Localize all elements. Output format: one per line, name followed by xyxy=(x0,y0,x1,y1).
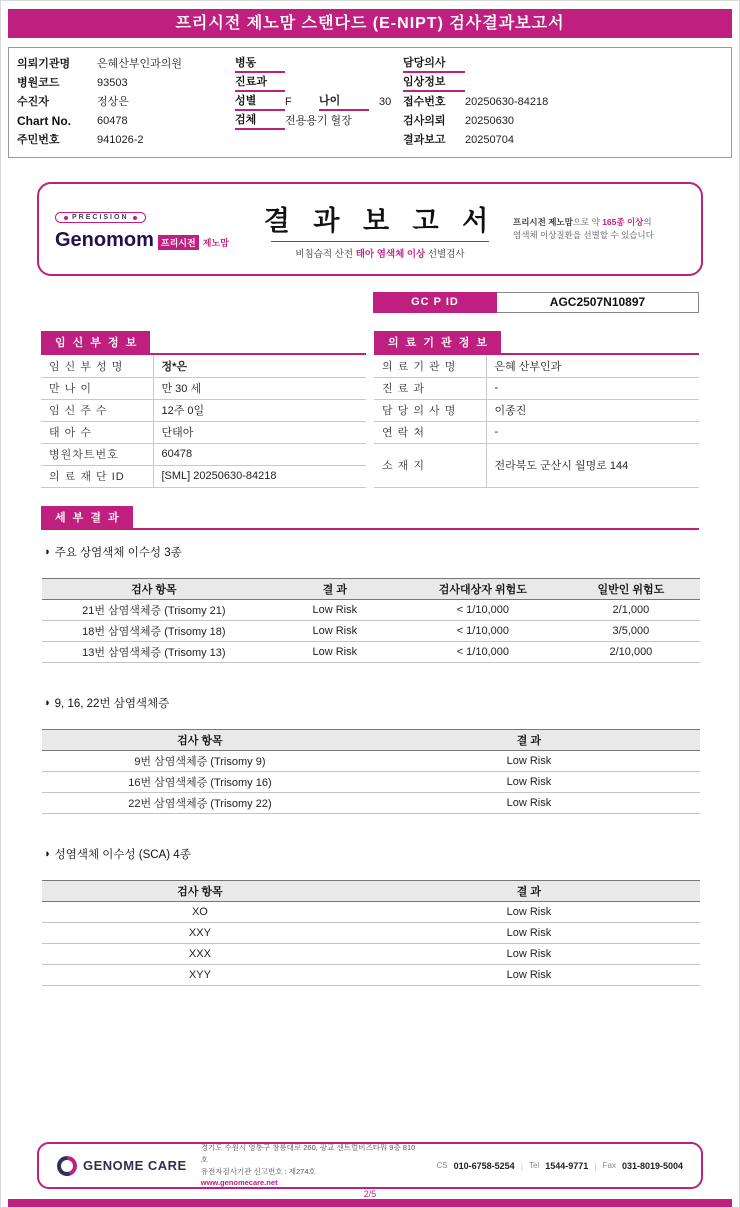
table-header-row xyxy=(42,880,700,901)
genome-care-name: GENOME CARE xyxy=(83,1158,187,1173)
test-item: 13번 삼염색체증 (Trisomy 13) xyxy=(42,641,266,662)
col-header: 검사 항목 xyxy=(42,729,358,750)
row-label: 진 료 과 xyxy=(374,377,486,399)
table-row xyxy=(42,641,700,662)
field-value: 정상은 xyxy=(97,96,129,108)
patient-info-right xyxy=(403,55,725,150)
page-number: 2/5 xyxy=(363,1189,377,1199)
gc-p-id xyxy=(373,292,699,313)
patient-info-middle xyxy=(235,55,403,150)
section-title-sca xyxy=(43,846,697,862)
test-item: 18번 삼염색체증 (Trisomy 18) xyxy=(42,620,266,641)
maternal-info-section xyxy=(41,331,366,488)
test-result: Low Risk xyxy=(358,964,700,985)
table-row xyxy=(42,771,700,792)
bottom-accent-bar xyxy=(8,1199,732,1207)
subject-risk: < 1/10,000 xyxy=(404,599,562,620)
field-row xyxy=(17,131,235,150)
logo-main-text: Genomom xyxy=(55,228,154,251)
field-row xyxy=(235,112,403,131)
field-value: 941026-2 xyxy=(97,134,144,146)
banner-note-line1 xyxy=(513,216,685,229)
test-item: XXX xyxy=(42,943,358,964)
field-value: 30 xyxy=(379,96,392,108)
section-title-text: 성염색체 이수성 (SCA) 4종 xyxy=(54,848,191,861)
field-row xyxy=(403,93,725,112)
population-risk: 2/1,000 xyxy=(562,599,700,620)
row-value: [SML] 20250630-84218 xyxy=(153,465,366,487)
table-row xyxy=(41,399,366,421)
maternal-info-table xyxy=(41,355,366,488)
subtitle-pre: 비침습적 산전 xyxy=(295,248,356,260)
table-row xyxy=(41,421,366,443)
test-item: 22번 삼염색체증 (Trisomy 22) xyxy=(42,792,358,813)
row-value: 만 30 세 xyxy=(153,377,366,399)
report-title-bar xyxy=(8,9,732,38)
tel-label: Tel xyxy=(528,1161,540,1170)
field-label: 주민번호 xyxy=(17,134,60,146)
cs-label: CS xyxy=(436,1161,448,1170)
row-label: 병원차트번호 xyxy=(41,443,153,465)
divider: | xyxy=(594,1160,597,1171)
field-value: 20250630-84218 xyxy=(465,96,549,108)
table-header-row xyxy=(42,729,700,750)
section-badge: 임 신 부 정 보 xyxy=(41,331,150,353)
field-row xyxy=(235,55,403,74)
tel-number: 1544-9771 xyxy=(545,1160,589,1171)
banner-note-line2: 염색체 이상질환을 선별할 수 있습니다 xyxy=(513,230,654,240)
table-row xyxy=(42,964,700,985)
row-label: 의 료 재 단 ID xyxy=(41,465,153,487)
test-result: Low Risk xyxy=(266,599,404,620)
table-row xyxy=(374,399,699,421)
row-value: - xyxy=(486,421,699,443)
table-row xyxy=(42,620,700,641)
field-label: 검체 xyxy=(235,113,285,130)
row-label: 임 신 부 성 명 xyxy=(41,355,153,377)
row-label: 연 락 처 xyxy=(374,421,486,443)
precision-badge xyxy=(55,212,146,223)
field-label: 담당의사 xyxy=(403,56,465,73)
field-label: 진료과 xyxy=(235,75,285,92)
col-header: 검사 항목 xyxy=(42,578,266,599)
subtitle-highlight: 태아 염색체 이상 xyxy=(355,248,426,260)
row-value: 60478 xyxy=(153,443,366,465)
field-label: 결과보고 xyxy=(403,134,446,146)
row-label: 만 나 이 xyxy=(41,377,153,399)
section-badge: 의 료 기 관 정 보 xyxy=(374,331,501,353)
field-row xyxy=(17,74,235,93)
row-label: 의 료 기 관 명 xyxy=(374,355,486,377)
row-value: 12주 0일 xyxy=(153,399,366,421)
half-circle-icon: ◑ xyxy=(43,696,50,709)
banner-center xyxy=(247,199,513,260)
footer xyxy=(37,1142,703,1189)
field-label: 의뢰기관명 xyxy=(17,58,71,70)
test-item: XO xyxy=(42,901,358,922)
field-row xyxy=(235,74,403,93)
row-value: 정*은 xyxy=(153,355,366,377)
field-label: 병원코드 xyxy=(17,77,60,89)
test-item: 9번 삼염색체증 (Trisomy 9) xyxy=(42,750,358,771)
population-risk: 3/5,000 xyxy=(562,620,700,641)
subject-risk: < 1/10,000 xyxy=(404,641,562,662)
gc-p-id-value: AGC2507N10897 xyxy=(497,292,699,313)
section-badge: 세 부 결 과 xyxy=(41,506,133,528)
clinic-section-header xyxy=(374,331,699,355)
table-row xyxy=(42,943,700,964)
field-value: F xyxy=(285,96,292,108)
field-row xyxy=(403,55,725,74)
table-row xyxy=(41,465,366,487)
field-label: 임상정보 xyxy=(403,75,465,92)
section-title-trisomy-9-16-22 xyxy=(43,695,697,711)
test-result: Low Risk xyxy=(358,792,700,813)
genomom-wordmark xyxy=(55,229,247,252)
field-value: 60478 xyxy=(97,115,128,127)
table-row xyxy=(374,355,699,377)
genomom-logo xyxy=(55,207,247,252)
patient-info-box xyxy=(8,47,732,158)
test-result: Low Risk xyxy=(266,641,404,662)
fax-label: Fax xyxy=(602,1161,616,1170)
section-title-autosome xyxy=(43,544,697,560)
half-circle-icon: ◑ xyxy=(43,847,50,860)
banner-divider xyxy=(271,241,489,242)
field-row xyxy=(403,131,725,150)
dot-icon xyxy=(133,216,137,220)
half-circle-icon: ◑ xyxy=(43,545,50,558)
field-value: 20250704 xyxy=(465,134,514,146)
fax-number: 031-8019-5004 xyxy=(621,1160,683,1171)
field-label: 성별 xyxy=(235,94,285,111)
patient-info-left xyxy=(17,55,235,150)
table-row xyxy=(42,750,700,771)
sca-result-table xyxy=(42,880,700,986)
test-result: Low Risk xyxy=(266,620,404,641)
test-item: 16번 삼염색체증 (Trisomy 16) xyxy=(42,771,358,792)
footer-contacts xyxy=(436,1161,683,1171)
note-bold: 프리시전 제노맘 xyxy=(513,217,573,228)
test-result: Low Risk xyxy=(358,922,700,943)
table-row xyxy=(41,377,366,399)
cs-number: 010-6758-5254 xyxy=(453,1160,515,1171)
section-title-text: 주요 상염색체 이수성 3종 xyxy=(54,546,182,559)
table-row xyxy=(374,377,699,399)
test-item: XXY xyxy=(42,922,358,943)
test-item: XYY xyxy=(42,964,358,985)
table-row xyxy=(42,922,700,943)
clinic-info-section xyxy=(374,331,699,488)
test-result: Low Risk xyxy=(358,901,700,922)
field-row xyxy=(403,74,725,93)
field-value: 93503 xyxy=(97,77,128,89)
test-item: 21번 삼염색체증 (Trisomy 21) xyxy=(42,599,266,620)
col-header: 결 과 xyxy=(358,880,700,901)
trisomy-9-16-22-table xyxy=(42,729,700,814)
field-row xyxy=(235,93,403,112)
field-row xyxy=(403,112,725,131)
gc-p-id-label: GC P ID xyxy=(373,292,497,313)
test-result: Low Risk xyxy=(358,771,700,792)
col-header: 결 과 xyxy=(358,729,700,750)
clinic-info-table xyxy=(374,355,699,488)
autosome-result-table xyxy=(42,578,700,663)
field-value: 전용용기 혈장 xyxy=(285,115,352,127)
genome-care-icon xyxy=(57,1156,77,1176)
logo-sub-text: 제노맘 xyxy=(202,237,229,248)
field-label: 병동 xyxy=(235,56,285,73)
field-row xyxy=(17,93,235,112)
field-value: 20250630 xyxy=(465,115,514,127)
report-title: 프리시전 제노맘 스탠다드 (E-NIPT) 검사결과보고서 xyxy=(175,15,565,32)
subject-risk: < 1/10,000 xyxy=(404,620,562,641)
info-sections xyxy=(41,331,699,488)
row-label: 태 아 수 xyxy=(41,421,153,443)
field-label: 수진자 xyxy=(17,96,49,108)
table-row xyxy=(374,421,699,443)
row-value: 은혜 산부인과 xyxy=(486,355,699,377)
detail-section-header xyxy=(41,506,699,530)
table-row xyxy=(374,443,699,487)
table-row xyxy=(41,443,366,465)
row-label: 담 당 의 사 명 xyxy=(374,399,486,421)
col-header: 일반인 위험도 xyxy=(562,578,700,599)
dot-icon xyxy=(64,216,68,220)
field-label: 접수번호 xyxy=(403,96,446,108)
row-label: 임 신 주 수 xyxy=(41,399,153,421)
col-header: 검사대상자 위험도 xyxy=(404,578,562,599)
address-line1: 경기도 수원시 영통구 창룡대로 260, 광교 센트럴비즈타워 9층 810호 xyxy=(200,1143,416,1164)
field-label: 나이 xyxy=(319,94,369,111)
col-header: 결 과 xyxy=(266,578,404,599)
note-highlight: 165종 이상 xyxy=(602,217,644,228)
row-value: 단태아 xyxy=(153,421,366,443)
test-result: Low Risk xyxy=(358,750,700,771)
note-text: 으로 약 xyxy=(572,217,603,228)
field-label: 검사의뢰 xyxy=(403,115,446,127)
precision-label: PRECISION xyxy=(72,214,129,221)
col-header: 검사 항목 xyxy=(42,880,358,901)
maternal-section-header xyxy=(41,331,366,355)
table-row xyxy=(42,901,700,922)
report-banner xyxy=(37,182,703,276)
row-value: 이종진 xyxy=(486,399,699,421)
banner-note xyxy=(513,216,685,242)
footer-address xyxy=(201,1142,423,1189)
divider: | xyxy=(520,1160,523,1171)
address-line2: 유전자검사기관 신고번호 : 제274호 xyxy=(200,1166,316,1176)
note-text: 의 xyxy=(643,217,652,228)
row-label: 소 재 지 xyxy=(374,443,486,487)
genome-care-logo xyxy=(57,1156,187,1176)
population-risk: 2/10,000 xyxy=(562,641,700,662)
test-result: Low Risk xyxy=(358,943,700,964)
section-title-text: 9, 16, 22번 삼염색체증 xyxy=(54,697,170,710)
table-row xyxy=(41,355,366,377)
field-row xyxy=(17,112,235,131)
website-link[interactable]: www.genomecare.net xyxy=(200,1178,278,1188)
row-value: 전라북도 군산시 월명로 144 xyxy=(486,443,699,487)
report-banner-title: 결 과 보 고 서 xyxy=(263,205,497,236)
subtitle-post: 선별검사 xyxy=(425,248,465,260)
table-row xyxy=(42,599,700,620)
report-banner-subtitle xyxy=(247,246,513,260)
row-value: - xyxy=(486,377,699,399)
logo-chip-text: 프리시전 xyxy=(158,235,199,250)
field-label: Chart No. xyxy=(17,114,71,128)
table-row xyxy=(42,792,700,813)
field-value: 은혜산부인과의원 xyxy=(97,58,183,70)
field-row xyxy=(17,55,235,74)
table-header-row xyxy=(42,578,700,599)
